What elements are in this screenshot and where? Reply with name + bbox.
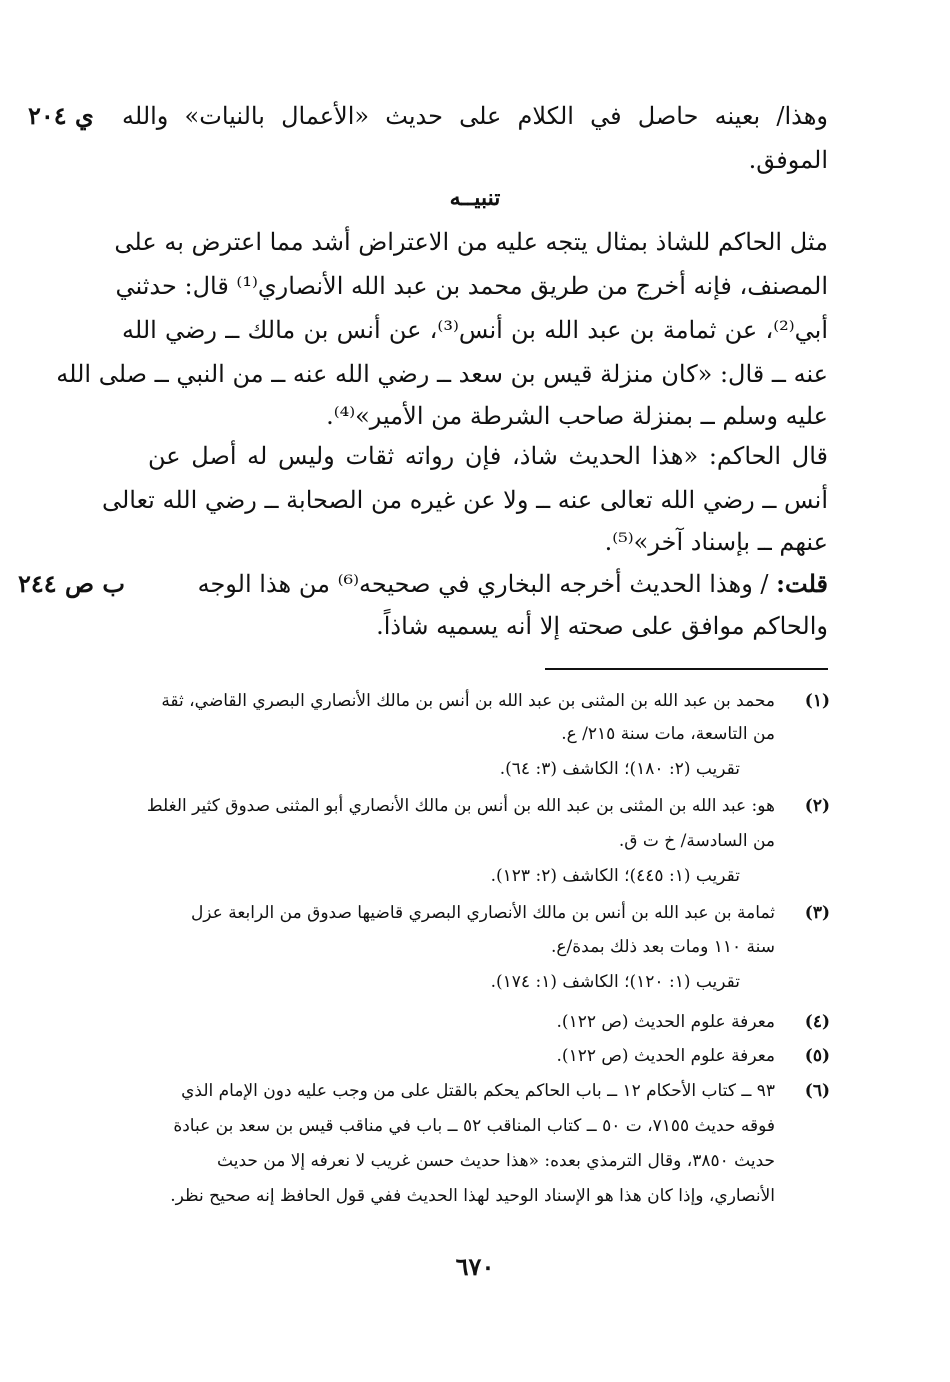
paragraph-label: قلت: (776, 569, 828, 598)
margin-note-manuscript-ref: ب ص ٢٤٤ (18, 569, 125, 598)
paragraph-text: / وهذا الحديث أخرجه البخاري في صحيحه⁽⁶⁾ من هذا الوجه (197, 570, 769, 598)
footnote-line: الأنصاري، وإذا كان هذا هو الإسناد الوحيد لهذا الحديث ففي قول الحافظ إنه صحيح نظر. (170, 1186, 775, 1206)
body-line: وهذا/ بعينه حاصل في الكلام على حديث «الأعمال بالنيات» والله (122, 102, 829, 130)
footnote-line: من السادسة/ خ ت ق. (618, 831, 775, 851)
section-heading: تنبيــه (449, 185, 501, 211)
paragraph-line: عنهم ــ بإسناد آخر»⁽⁵⁾. (604, 528, 828, 556)
footnote-number: (٢) (804, 796, 830, 816)
paragraph-line: عنه ــ قال: «كان منزلة قيس بن سعد ــ رضي الله عنه ــ من النبي ــ صلى الله (56, 360, 828, 388)
footnote-line: تقريب (١: ٤٤٥)؛ الكاشف (٢: ١٢٣). (490, 866, 740, 886)
page-number: ٦٧٠ (455, 1252, 495, 1281)
footnote-line: ٩٣ ــ كتاب الأحكام ١٢ ــ باب الحاكم يحكم بالقتل على من وجب عليه دون الإمام الذي (181, 1081, 775, 1101)
paragraph-line: عليه وسلم ــ بمنزلة صاحب الشرطة من الأمير»⁽⁴⁾. (326, 402, 828, 430)
paragraph-line: قال الحاكم: «هذا الحديث شاذ، فإن رواته ثقات وليس له أصل عن (148, 442, 828, 470)
footnote-line: ثمامة بن عبد الله بن أنس بن مالك الأنصاري البصري قاضيها صدوق من الرابعة عزل (190, 903, 775, 923)
footnote-line: من التاسعة، مات سنة ٢١٥/ ع. (561, 724, 775, 744)
margin-note-manuscript-ref: ي ٢٠٤ (28, 101, 94, 130)
footnote-line: معرفة علوم الحديث (ص ١٢٢). (556, 1046, 775, 1066)
footnote-line: تقريب (١: ١٢٠)؛ الكاشف (١: ١٧٤). (490, 972, 740, 992)
paragraph-line: والحاكم موافق على صحته إلا أنه يسميه شاذاً. (376, 612, 828, 640)
paragraph-line: أبي⁽²⁾، عن ثمامة بن عبد الله بن أنس⁽³⁾، عن أنس بن مالك ــ رضي الله (122, 316, 828, 344)
footnote-number: (٥) (804, 1046, 830, 1066)
footnote-number: (١) (804, 691, 830, 711)
paragraph-line: مثل الحاكم للشاذ بمثال يتجه عليه من الاعتراض أشد مما اعترض به على (114, 228, 828, 256)
paragraph-line: أنس ــ رضي الله تعالى عنه ــ ولا عن غيره من الصحابة ــ رضي الله تعالى (101, 486, 828, 514)
body-line: الموفق. (748, 146, 828, 174)
paragraph-line (148, 562, 828, 606)
footnote-line: سنة ١١٠ ومات بعد ذلك بمدة/ع. (550, 937, 775, 957)
footnote-line: معرفة علوم الحديث (ص ١٢٢). (556, 1012, 775, 1032)
footnote-line: فوقه حديث ٧١٥٥، ت ٥٠ ــ كتاب المناقب ٥٢ ــ باب في مناقب قيس بن سعد بن عبادة (173, 1116, 775, 1136)
footnote-number: (٣) (804, 903, 830, 923)
footnote-line: هو: عبد الله بن المثنى بن عبد الله بن أنس بن مالك الأنصاري أبو المثنى صدوق كثير الغلط (146, 796, 775, 816)
footnote-number: (٤) (804, 1012, 830, 1032)
paragraph-line: المصنف، فإنه أخرج من طريق محمد بن عبد الله الأنصاري⁽¹⁾ قال: حدثني (115, 272, 828, 300)
footnote-line: محمد بن عبد الله بن المثنى بن عبد الله بن أنس بن مالك الأنصاري البصري القاضي، ثقة (161, 691, 775, 711)
footnote-line: تقريب (٢: ١٨٠)؛ الكاشف (٣: ٦٤). (499, 759, 740, 779)
footnote-line: حديث ٣٨٥٠، وقال الترمذي بعده: «هذا حديث حسن غريب لا نعرفه إلا من حديث (217, 1151, 775, 1171)
footnote-separator (545, 668, 828, 670)
footnote-number: (٦) (804, 1081, 830, 1101)
